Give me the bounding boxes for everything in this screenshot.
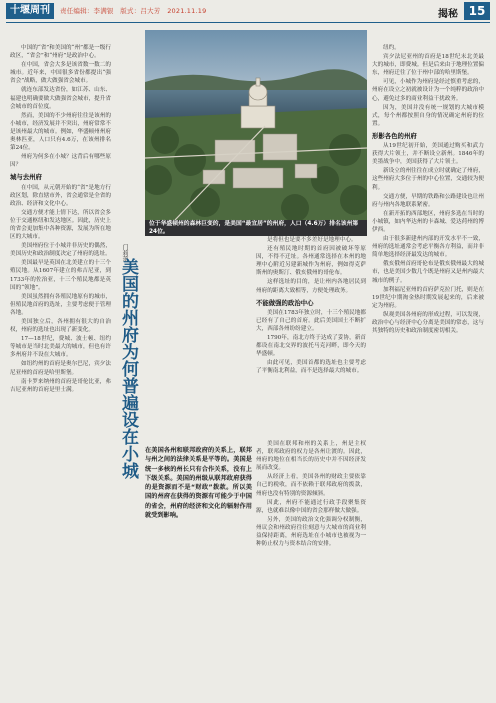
paragraph: 如纽约州的首府是奥尔巴尼，宾夕法尼亚州的首府是哈里斯堡。 — [10, 361, 111, 376]
paragraph: 在新开拓的西部地区，州府多选在当时的小城镇，如内华达州的卡森城、爱达荷州的博伊西。 — [372, 210, 484, 233]
paragraph: 纵观美国各州府的形成过程，可以发现，政治中心与经济中心分离是美国的常态，这与其独特的历史和政治制度密切相关。 — [372, 311, 484, 335]
subheading: 形影各色的州府 — [372, 131, 417, 140]
paragraph: 17—18世纪，费城、波士顿、纽约等城市是当时北美最大的城市，但也有许多州府并不设在大城市。 — [10, 336, 111, 359]
paragraph: 中国的“省”和美国的“州”都是一级行政区，“省会”和“州府”是政治中心。 — [10, 45, 111, 60]
city-photo-illustration — [145, 30, 367, 220]
paragraph: 是将但也是要不多差好是地理中心。 — [267, 237, 357, 243]
paragraph: 因此，州府不能通过行政手段聚集资源，也就难以像中国的省会那样做大做强。 — [256, 499, 366, 514]
photo-caption: 位于华盛顿州的森林巨变的，是美国“最宜居”的州府，人口（4.6万）排名该州第24位。 — [145, 220, 367, 236]
paragraph: 美国虽然拥有各殖民地原有的城市，但殖民地首府的选址，主要考虑便于管理各地。 — [10, 293, 111, 316]
paragraph: 美国独立后，各州拥有很大的自治权，州府的选址也出现了新变化。 — [10, 319, 111, 334]
subheading: 城与去州府 — [10, 173, 42, 182]
column-2 — [256, 236, 366, 377]
section-title: 揭秘 — [438, 9, 458, 20]
paragraph: 这样选址的目的，是让州内各地居民到州府的距离大致相等，方便处理政务。 — [256, 279, 366, 294]
paragraph: 加利福尼亚州的首府萨克拉门托，则是在19世纪中期淘金热时期发展起来的，后来被定为州府。 — [372, 286, 484, 309]
editor-credits: 责任编辑：李满银 版式：吕大芳 2021.11.19 — [60, 7, 207, 15]
paragraph: 另外，美国的政治文化强调分权制衡，州议会和州政府往往刻意与大城市的商业利益保持距离，州府选址在小城市也被视为一种防止权力与资本结合的安排。 — [256, 516, 366, 548]
paragraph: 纽约。 — [383, 45, 400, 51]
page-header — [0, 0, 496, 22]
article-author: 门莉蕾 — [121, 244, 128, 262]
masthead: 十堰周刊 — [6, 3, 54, 19]
page-number: 15 — [464, 2, 490, 20]
paragraph: 由此可见，美国首都的选址也主要考虑了平衡南北利益，而不是选择最大的城市。 — [256, 360, 366, 375]
header-rule — [6, 22, 490, 23]
paragraph: 俄亥俄州首府哥伦布是俄亥俄州最大的城市，也是美国少数几个既是州府又是州内最大城市的例子。 — [372, 261, 484, 284]
column-3 — [256, 440, 366, 549]
paragraph: 从19世纪初开始，美国通过购买和武力获得大片领土，并不断设立新州。1846年的美墨战争中，美国获得了大片领土。 — [372, 143, 484, 166]
paragraph: 州府为何多在小城？这背后有哪些原因？ — [10, 154, 111, 169]
subheading: 不能做强的政治中心 — [256, 298, 314, 307]
column-4 — [372, 44, 484, 336]
paragraph: 在中国，从元朝开始的“省”是地方行政区划，除直辖市外，省会通常是全省的政治、经济和文化中心。 — [10, 184, 111, 207]
paragraph: 就连东部发达省份，如江苏、山东、福建也明确要做大做强省会城市，提升省会城市的首位度。 — [10, 87, 111, 110]
paragraph: 美国州府位于小城并非历史的偶然，美国历史和政治制度决定了州府的选址。 — [10, 243, 111, 258]
paragraph: 南卡罗来纳州的首府是哥伦比亚，弗吉尼亚州的首府是里士满。 — [10, 378, 111, 393]
paragraph: 美国在1783年独立时，十三个殖民地都已经有了自己的首府。此后美国国土不断扩大，西部各州纷纷建立。 — [256, 309, 366, 332]
paragraph: 在中国，省会大多是该省数一数二的城市。近年来，中国很多省份都提出“强省会”战略，做大做强省会城市。 — [10, 62, 111, 85]
article-headline: 美国的州府为何普遍设在小城 — [118, 258, 138, 479]
paragraph: 1790年，南北方终于达成了妥协，新首都设在南北交界的波托马克河畔，即今天的华盛顿。 — [256, 335, 366, 358]
paragraph: 交通方便才能上情下达，所以省会多位于交通枢纽和发达地区。因此，历史上的省会更加集中各种资源，发展为所在地区的大城市。 — [10, 209, 111, 241]
paragraph: 然而，美国的不少州府往往是该州的小城市，经济发展并不突出，州府常常不是该州最大的城市。例如，华盛顿州州府奥林匹亚，人口只有4.6万，在该州排名第24位。 — [10, 112, 111, 152]
paragraph: 由于很多新建州内部的开发水平不一致，州府的选址通常会考虑平衡各方利益，而并非简单地选择经济最发达的城市。 — [372, 236, 484, 259]
paragraph: 从经济上看，美国各州的财政主要依靠自己的税收，而不依赖于联邦政府的拨款，州府也没有特别的资源倾斜。 — [256, 474, 366, 497]
paragraph: 可见，小城作为州府是经过慎重考虑的，州府在设立之初就被设计为一个纯粹的政治中心，避免过多的商业利益干扰政务。 — [372, 79, 484, 102]
paragraph: 还有殖民地时期的首府因被破坏等原因，不得不迁址。各州通常选择在本州的地理中心附近另建新城作为州府，例如得克萨斯州的奥斯汀、俄亥俄州的哥伦布。 — [256, 246, 366, 277]
paragraph: 宾夕法尼亚州的首府是18世纪末北美最大的城市，即费城。但是后来由于地理位置偏东，州府迁往了位于州中部的哈里斯堡。 — [372, 54, 484, 77]
paragraph: 美国在联邦和州的关系上，州是主权者，联邦政府的权力是各州让渡的。因此，州府的地位在相当长的历史中并不因经济发展而改变。 — [256, 441, 366, 472]
column-1 — [10, 44, 111, 395]
paragraph: 因为，美国并没有统一规划的大城市模式，每个州都按照自身的情况确定州府的位置。 — [372, 104, 484, 127]
paragraph: 美国最早是英国在北美建立的十三个殖民地。从1607年建立的弗吉尼亚，到1733年的佐治亚，十三个殖民地都是英国的“领地”。 — [10, 260, 111, 291]
pull-quote: 在美国各州和联邦政府的关系上，联邦与州之间的法律关系是平等的。美国是统一多核的州长只有合作关系，没有上下级关系。美国的州级从联邦政府获得的是资源而不是“财政”拨款。所以美国的州府在获得的资源有可能少于中国的省会，州府的经济和文化的辐射作用就受到影响。 — [145, 447, 252, 520]
city-aerial-photo — [145, 30, 367, 220]
paragraph: 新设立的州往往在成立时就确定了州府，这些州府大多位于州的中心位置，交通较为便利。 — [372, 168, 484, 191]
paragraph: 交通方便，早期的铁路和公路建设也让州府与州内各地联系紧密。 — [372, 193, 484, 208]
